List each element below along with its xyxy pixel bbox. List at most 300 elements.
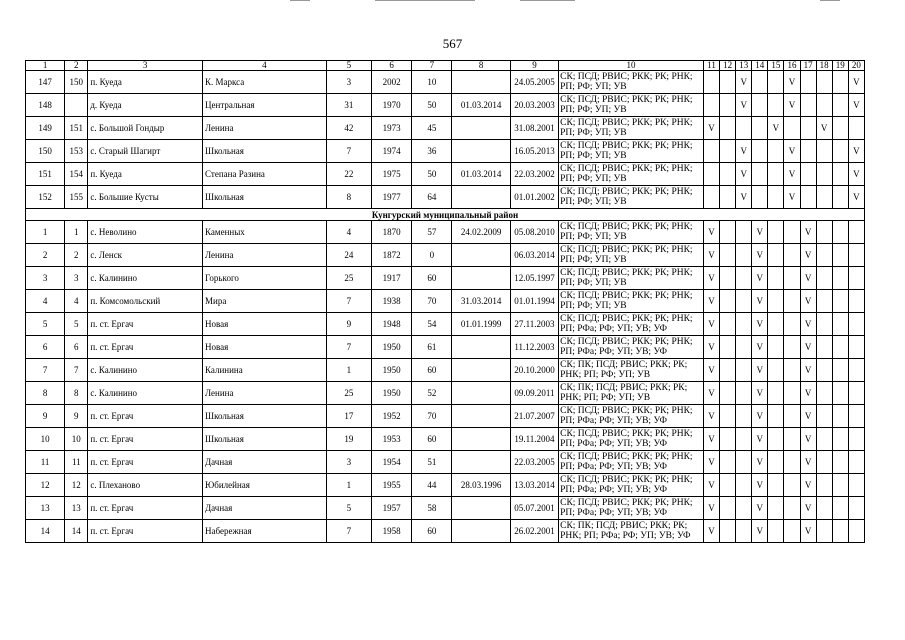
check-cell	[720, 405, 736, 428]
column-number-header: 17	[800, 61, 816, 71]
wear-percent-cell: 51	[412, 451, 452, 474]
settlement-cell: п. ст. Ергач	[88, 428, 203, 451]
year-built-cell: 1975	[372, 163, 412, 186]
check-cell	[736, 474, 752, 497]
register-number-cell: 155	[65, 186, 88, 209]
check-cell	[768, 267, 784, 290]
street-cell: Мира	[203, 290, 327, 313]
check-cell: V	[800, 244, 816, 267]
check-cell	[736, 405, 752, 428]
check-cell	[768, 71, 784, 94]
check-cell	[848, 117, 864, 140]
date-cell	[452, 71, 510, 94]
work-types-cell: СК; ПСД; РВИС; РКК; РК; РНК; РП; РФ; УП; УВ	[559, 290, 704, 313]
check-cell: V	[703, 428, 719, 451]
table-row	[26, 382, 865, 405]
check-cell: V	[752, 290, 768, 313]
check-cell	[784, 336, 800, 359]
check-cell: V	[703, 451, 719, 474]
settlement-cell: с. Плеханово	[88, 474, 203, 497]
settlement-cell: с. Калинино	[88, 359, 203, 382]
date-cell	[452, 117, 510, 140]
check-cell: V	[800, 474, 816, 497]
table-row	[26, 186, 865, 209]
street-cell: Дачная	[203, 451, 327, 474]
check-cell	[703, 186, 719, 209]
house-number-cell: 25	[326, 267, 371, 290]
check-cell: V	[703, 221, 719, 244]
house-number-cell: 19	[326, 428, 371, 451]
register-number-cell: 153	[65, 140, 88, 163]
settlement-cell: п. Комсомольский	[88, 290, 203, 313]
register-number-cell: 8	[65, 382, 88, 405]
settlement-cell: с. Ленск	[88, 244, 203, 267]
settlement-cell: п. ст. Ергач	[88, 336, 203, 359]
date-cell	[452, 267, 510, 290]
date-cell	[452, 186, 510, 209]
year-built-cell: 1870	[372, 221, 412, 244]
check-cell: V	[800, 405, 816, 428]
check-cell	[784, 474, 800, 497]
check-cell: V	[752, 382, 768, 405]
house-number-cell: 1	[326, 474, 371, 497]
column-number-header: 8	[452, 61, 510, 71]
date-cell: 05.08.2010	[510, 221, 558, 244]
check-cell	[752, 186, 768, 209]
street-cell: Горького	[203, 267, 327, 290]
register-number-cell: 150	[65, 71, 88, 94]
work-types-cell: СК; ПСД; РВИС; РКК; РК; РНК; РП; РФ; УП; УВ	[559, 267, 704, 290]
register-number-cell: 14	[65, 520, 88, 543]
settlement-cell: с. Калинино	[88, 267, 203, 290]
check-cell: V	[784, 163, 800, 186]
table-row	[26, 290, 865, 313]
check-cell	[736, 428, 752, 451]
check-cell	[848, 244, 864, 267]
house-number-cell: 8	[326, 186, 371, 209]
wear-percent-cell: 70	[412, 290, 452, 313]
check-cell	[768, 520, 784, 543]
check-cell: V	[703, 117, 719, 140]
check-cell	[816, 313, 832, 336]
check-cell	[816, 221, 832, 244]
check-cell	[736, 244, 752, 267]
check-cell: V	[703, 382, 719, 405]
check-cell	[832, 520, 848, 543]
work-types-cell: СК; ПСД; РВИС; РКК; РК; РНК; РП; РФа; РФ; УП; УВ; УФ	[559, 405, 704, 428]
check-cell: V	[848, 71, 864, 94]
check-cell	[768, 221, 784, 244]
year-built-cell: 1973	[372, 117, 412, 140]
check-cell	[752, 140, 768, 163]
check-cell	[800, 117, 816, 140]
check-cell	[736, 290, 752, 313]
row-number-cell: 150	[26, 140, 65, 163]
check-cell	[832, 359, 848, 382]
date-cell: 09.09.2011	[510, 382, 558, 405]
check-cell	[736, 520, 752, 543]
check-cell	[720, 428, 736, 451]
settlement-cell: с. Большой Гондыр	[88, 117, 203, 140]
check-cell	[768, 163, 784, 186]
work-types-cell: СК; ПСД; РВИС; РКК; РК; РНК; РП; РФа; РФ; УП; УВ; УФ	[559, 451, 704, 474]
register-number-cell: 10	[65, 428, 88, 451]
date-cell	[452, 497, 510, 520]
date-cell: 05.07.2001	[510, 497, 558, 520]
street-cell: Степана Разина	[203, 163, 327, 186]
check-cell: V	[848, 186, 864, 209]
date-cell	[452, 451, 510, 474]
date-cell	[452, 244, 510, 267]
check-cell: V	[800, 359, 816, 382]
settlement-cell: п. ст. Ергач	[88, 497, 203, 520]
wear-percent-cell: 64	[412, 186, 452, 209]
check-cell	[848, 313, 864, 336]
register-number-cell: 1	[65, 221, 88, 244]
check-cell	[720, 497, 736, 520]
column-number-header: 11	[703, 61, 719, 71]
house-number-cell: 17	[326, 405, 371, 428]
check-cell: V	[752, 221, 768, 244]
table-row	[26, 140, 865, 163]
check-cell	[768, 428, 784, 451]
row-number-cell: 1	[26, 221, 65, 244]
check-cell	[848, 382, 864, 405]
date-cell: 01.01.1999	[452, 313, 510, 336]
check-cell: V	[736, 186, 752, 209]
check-cell	[832, 140, 848, 163]
check-cell	[784, 290, 800, 313]
check-cell: V	[736, 140, 752, 163]
date-cell: 31.08.2001	[510, 117, 558, 140]
check-cell: V	[800, 497, 816, 520]
check-cell	[832, 290, 848, 313]
check-cell	[800, 186, 816, 209]
check-cell: V	[848, 163, 864, 186]
column-number-header: 15	[768, 61, 784, 71]
column-number-header: 1	[26, 61, 65, 71]
work-types-cell: СК; ПК; ПСД; РВИС; РКК; РК; РНК; РП; РФа; РФ; УП; УВ; УФ	[559, 520, 704, 543]
check-cell: V	[703, 359, 719, 382]
date-cell: 31.03.2014	[452, 290, 510, 313]
table-row	[26, 520, 865, 543]
check-cell	[720, 163, 736, 186]
top-edge-mark	[520, 0, 575, 1]
date-cell	[452, 359, 510, 382]
check-cell	[816, 497, 832, 520]
house-number-cell: 4	[326, 221, 371, 244]
work-types-cell: СК; ПСД; РВИС; РКК; РК; РНК; РП; РФ; УП; УВ	[559, 163, 704, 186]
check-cell	[784, 313, 800, 336]
check-cell	[784, 451, 800, 474]
row-number-cell: 149	[26, 117, 65, 140]
wear-percent-cell: 44	[412, 474, 452, 497]
check-cell	[800, 71, 816, 94]
work-types-cell: СК; ПК; ПСД; РВИС; РКК; РК; РНК; РП; РФ; УП; УВ	[559, 359, 704, 382]
check-cell	[816, 290, 832, 313]
table-row	[26, 405, 865, 428]
register-number-cell: 13	[65, 497, 88, 520]
check-cell	[752, 71, 768, 94]
date-cell: 16.05.2013	[510, 140, 558, 163]
check-cell	[784, 359, 800, 382]
check-cell	[784, 520, 800, 543]
year-built-cell: 1958	[372, 520, 412, 543]
date-cell: 27.11.2003	[510, 313, 558, 336]
check-cell	[752, 163, 768, 186]
row-number-cell: 4	[26, 290, 65, 313]
table-row	[26, 336, 865, 359]
table-row	[26, 71, 865, 94]
work-types-cell: СК; ПСД; РВИС; РКК; РК; РНК; РП; РФ; УП; УВ	[559, 71, 704, 94]
register-number-cell: 9	[65, 405, 88, 428]
column-number-header: 3	[88, 61, 203, 71]
row-number-cell: 8	[26, 382, 65, 405]
date-cell	[452, 382, 510, 405]
top-edge-mark	[290, 0, 310, 1]
row-number-cell: 148	[26, 94, 65, 117]
check-cell: V	[752, 428, 768, 451]
year-built-cell: 1974	[372, 140, 412, 163]
column-number-header: 18	[816, 61, 832, 71]
check-cell	[784, 267, 800, 290]
date-cell: 01.01.2002	[510, 186, 558, 209]
settlement-cell: с. Большие Кусты	[88, 186, 203, 209]
year-built-cell: 1970	[372, 94, 412, 117]
date-cell	[452, 336, 510, 359]
work-types-cell: СК; ПСД; РВИС; РКК; РК; РНК; РП; РФа; РФ; УП; УВ; УФ	[559, 428, 704, 451]
table-row	[26, 313, 865, 336]
year-built-cell: 1977	[372, 186, 412, 209]
column-number-header: 20	[848, 61, 864, 71]
check-cell	[720, 71, 736, 94]
table-row	[26, 221, 865, 244]
check-cell	[784, 221, 800, 244]
check-cell	[848, 221, 864, 244]
year-built-cell: 1954	[372, 451, 412, 474]
house-number-cell: 1	[326, 359, 371, 382]
house-number-cell: 7	[326, 520, 371, 543]
check-cell	[784, 244, 800, 267]
check-cell	[768, 405, 784, 428]
check-cell	[816, 520, 832, 543]
check-cell	[816, 382, 832, 405]
check-cell	[832, 405, 848, 428]
register-number-cell: 7	[65, 359, 88, 382]
check-cell	[736, 117, 752, 140]
check-cell: V	[752, 313, 768, 336]
check-cell	[832, 497, 848, 520]
check-cell: V	[752, 520, 768, 543]
house-number-cell: 3	[326, 71, 371, 94]
check-cell	[720, 186, 736, 209]
section-title: Кунгурский муниципальный район	[26, 209, 865, 221]
settlement-cell: с. Старый Шагирт	[88, 140, 203, 163]
work-types-cell: СК; ПСД; РВИС; РКК; РК; РНК; РП; РФ; УП; УВ	[559, 244, 704, 267]
check-cell	[720, 290, 736, 313]
year-built-cell: 1957	[372, 497, 412, 520]
row-number-cell: 5	[26, 313, 65, 336]
check-cell	[832, 163, 848, 186]
date-cell: 24.05.2005	[510, 71, 558, 94]
table-row	[26, 474, 865, 497]
work-types-cell: СК; ПСД; РВИС; РКК; РК; РНК; РП; РФ; УП; УВ	[559, 221, 704, 244]
check-cell	[816, 336, 832, 359]
work-types-cell: СК; ПСД; РВИС; РКК; РК; РНК; РП; РФа; РФ; УП; УВ; УФ	[559, 474, 704, 497]
check-cell	[720, 267, 736, 290]
street-cell: К. Маркса	[203, 71, 327, 94]
check-cell: V	[800, 520, 816, 543]
check-cell	[752, 94, 768, 117]
check-cell	[736, 336, 752, 359]
check-cell: V	[784, 94, 800, 117]
check-cell	[720, 221, 736, 244]
top-edge-mark	[375, 0, 475, 1]
check-cell: V	[752, 405, 768, 428]
street-cell: Каменных	[203, 221, 327, 244]
check-cell: V	[703, 290, 719, 313]
register-number-cell: 3	[65, 267, 88, 290]
page-number: 567	[442, 36, 463, 51]
table-row	[26, 94, 865, 117]
table-row	[26, 267, 865, 290]
check-cell	[768, 497, 784, 520]
check-cell	[832, 428, 848, 451]
check-cell	[832, 313, 848, 336]
wear-percent-cell: 60	[412, 359, 452, 382]
check-cell: V	[703, 405, 719, 428]
check-cell	[816, 140, 832, 163]
wear-percent-cell: 45	[412, 117, 452, 140]
row-number-cell: 13	[26, 497, 65, 520]
check-cell	[832, 186, 848, 209]
check-cell: V	[800, 221, 816, 244]
house-number-cell: 7	[326, 140, 371, 163]
settlement-cell: с. Неволино	[88, 221, 203, 244]
work-types-cell: СК; ПСД; РВИС; РКК; РК; РНК; РП; РФ; УП; УВ	[559, 94, 704, 117]
date-cell	[452, 520, 510, 543]
check-cell	[784, 117, 800, 140]
work-types-cell: СК; ПСД; РВИС; РКК; РК; РНК; РП; РФа; РФ; УП; УВ; УФ	[559, 497, 704, 520]
check-cell	[848, 428, 864, 451]
register-number-cell: 2	[65, 244, 88, 267]
column-number-header: 4	[203, 61, 327, 71]
check-cell: V	[800, 267, 816, 290]
check-cell	[720, 313, 736, 336]
check-cell	[816, 359, 832, 382]
row-number-cell: 12	[26, 474, 65, 497]
street-cell: Ленина	[203, 244, 327, 267]
check-cell: V	[703, 267, 719, 290]
check-cell	[768, 244, 784, 267]
check-cell	[768, 94, 784, 117]
date-cell: 24.02.2009	[452, 221, 510, 244]
check-cell: V	[784, 71, 800, 94]
check-cell	[720, 94, 736, 117]
date-cell: 01.01.1994	[510, 290, 558, 313]
registry-table	[25, 60, 865, 543]
settlement-cell: д. Куеда	[88, 94, 203, 117]
register-number-cell: 6	[65, 336, 88, 359]
check-cell	[848, 405, 864, 428]
row-number-cell: 10	[26, 428, 65, 451]
street-cell: Школьная	[203, 140, 327, 163]
house-number-cell: 22	[326, 163, 371, 186]
check-cell	[703, 140, 719, 163]
date-cell	[452, 140, 510, 163]
check-cell	[720, 382, 736, 405]
register-number-cell: 154	[65, 163, 88, 186]
check-cell	[816, 474, 832, 497]
table-row	[26, 451, 865, 474]
check-cell: V	[768, 117, 784, 140]
check-cell: V	[784, 186, 800, 209]
check-cell	[720, 244, 736, 267]
settlement-cell: с. Калинино	[88, 382, 203, 405]
check-cell	[832, 336, 848, 359]
check-cell: V	[784, 140, 800, 163]
row-number-cell: 14	[26, 520, 65, 543]
row-number-cell: 6	[26, 336, 65, 359]
check-cell	[784, 382, 800, 405]
table-row	[26, 497, 865, 520]
check-cell: V	[800, 336, 816, 359]
work-types-cell: СК; ПСД; РВИС; РКК; РК; РНК; РП; РФа; РФ; УП; УВ; УФ	[559, 336, 704, 359]
check-cell	[832, 244, 848, 267]
house-number-cell: 31	[326, 94, 371, 117]
wear-percent-cell: 70	[412, 405, 452, 428]
year-built-cell: 1938	[372, 290, 412, 313]
work-types-cell: СК; ПСД; РВИС; РКК; РК; РНК; РП; РФ; УП; УВ	[559, 117, 704, 140]
street-cell: Школьная	[203, 186, 327, 209]
street-cell: Новая	[203, 313, 327, 336]
check-cell: V	[703, 336, 719, 359]
register-number-cell	[65, 94, 88, 117]
check-cell	[816, 405, 832, 428]
table-row	[26, 428, 865, 451]
check-cell: V	[752, 336, 768, 359]
check-cell	[848, 497, 864, 520]
check-cell: V	[800, 313, 816, 336]
check-cell	[832, 382, 848, 405]
check-cell	[816, 186, 832, 209]
check-cell	[720, 474, 736, 497]
house-number-cell: 42	[326, 117, 371, 140]
check-cell: V	[800, 382, 816, 405]
year-built-cell: 2002	[372, 71, 412, 94]
column-number-header: 14	[752, 61, 768, 71]
work-types-cell: СК; ПК; ПСД; РВИС; РКК; РК; РНК; РП; РФ; УП; УВ	[559, 382, 704, 405]
street-cell: Дачная	[203, 497, 327, 520]
table-body	[26, 61, 865, 543]
column-number-header: 10	[559, 61, 704, 71]
work-types-cell: СК; ПСД; РВИС; РКК; РК; РНК; РП; РФа; РФ; УП; УВ; УФ	[559, 313, 704, 336]
column-number-header: 12	[720, 61, 736, 71]
check-cell: V	[752, 497, 768, 520]
check-cell	[768, 474, 784, 497]
date-cell: 22.03.2002	[510, 163, 558, 186]
street-cell: Юбилейная	[203, 474, 327, 497]
date-cell: 11.12.2003	[510, 336, 558, 359]
street-cell: Школьная	[203, 405, 327, 428]
top-edge-mark	[820, 0, 840, 1]
check-cell	[768, 290, 784, 313]
check-cell	[816, 163, 832, 186]
date-cell: 06.03.2014	[510, 244, 558, 267]
year-built-cell: 1950	[372, 359, 412, 382]
check-cell	[768, 140, 784, 163]
settlement-cell: п. ст. Ергач	[88, 313, 203, 336]
